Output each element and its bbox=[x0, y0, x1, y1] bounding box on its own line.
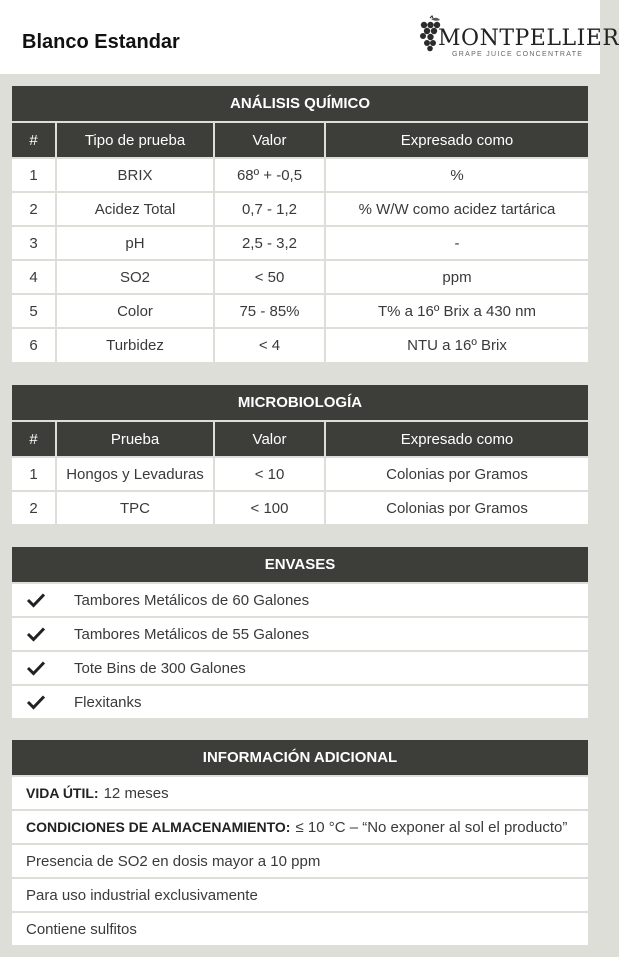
chemical-analysis-table bbox=[12, 121, 588, 362]
packaging-title: ENVASES bbox=[12, 547, 588, 582]
column-header: Prueba bbox=[56, 421, 214, 457]
shelf-life-label: VIDA ÚTIL: bbox=[26, 785, 99, 801]
logo-tagline: GRAPE JUICE CONCENTRATE bbox=[452, 51, 584, 58]
column-header: Expresado como bbox=[325, 421, 588, 457]
table-cell: < 10 bbox=[214, 457, 325, 491]
table-row bbox=[12, 491, 588, 525]
table-cell: NTU a 16º Brix bbox=[325, 328, 588, 362]
info-line: Para uso industrial exclusivamente bbox=[12, 877, 588, 911]
storage-conditions-label: CONDICIONES DE ALMACENAMIENTO: bbox=[26, 819, 291, 835]
column-header: Valor bbox=[214, 122, 325, 158]
header bbox=[0, 0, 619, 74]
table-cell: 68º + -0,5 bbox=[214, 158, 325, 192]
table-row bbox=[12, 457, 588, 491]
shelf-life-row bbox=[12, 775, 588, 809]
packaging-panel bbox=[12, 547, 588, 718]
table-row bbox=[12, 260, 588, 294]
table-cell: 2,5 - 3,2 bbox=[214, 226, 325, 260]
table-cell: Hongos y Levaduras bbox=[56, 457, 214, 491]
montpellier-logo bbox=[416, 14, 619, 64]
table-cell: < 4 bbox=[214, 328, 325, 362]
table-cell: Acidez Total bbox=[56, 192, 214, 226]
table-cell: SO2 bbox=[56, 260, 214, 294]
checkmark-icon bbox=[12, 660, 74, 676]
logo-name: MONTPELLIER bbox=[438, 26, 619, 51]
list-item-label: Flexitanks bbox=[74, 693, 142, 711]
checkmark-icon bbox=[12, 626, 74, 642]
additional-info-title: INFORMACIÓN ADICIONAL bbox=[12, 740, 588, 775]
table-cell: < 100 bbox=[214, 491, 325, 525]
column-header: # bbox=[12, 122, 56, 158]
chemical-analysis-title: ANÁLISIS QUÍMICO bbox=[12, 86, 588, 121]
table-cell: 5 bbox=[12, 294, 56, 328]
table-header-row bbox=[12, 421, 588, 457]
table-cell: 3 bbox=[12, 226, 56, 260]
table-cell: < 50 bbox=[214, 260, 325, 294]
table-row bbox=[12, 158, 588, 192]
table-row bbox=[12, 192, 588, 226]
column-header: Valor bbox=[214, 421, 325, 457]
table-cell: 1 bbox=[12, 457, 56, 491]
microbiology-table bbox=[12, 420, 588, 525]
table-cell: 0,7 - 1,2 bbox=[214, 192, 325, 226]
table-cell: TPC bbox=[56, 491, 214, 525]
storage-conditions-row bbox=[12, 809, 588, 843]
table-header-row bbox=[12, 122, 588, 158]
table-row bbox=[12, 294, 588, 328]
table-cell: pH bbox=[56, 226, 214, 260]
table-cell: 2 bbox=[12, 192, 56, 226]
info-line: Contiene sulfitos bbox=[12, 911, 588, 945]
table-row bbox=[12, 328, 588, 362]
table-cell: % W/W como acidez tartárica bbox=[325, 192, 588, 226]
additional-info-panel bbox=[12, 740, 588, 945]
microbiology-panel bbox=[12, 385, 588, 524]
list-item-label: Tambores Metálicos de 60 Galones bbox=[74, 591, 310, 609]
table-cell: ppm bbox=[325, 260, 588, 294]
checkmark-icon bbox=[12, 592, 74, 608]
table-cell: Color bbox=[56, 294, 214, 328]
table-cell: Colonias por Gramos bbox=[325, 491, 588, 525]
table-cell: 2 bbox=[12, 491, 56, 525]
list-item bbox=[12, 684, 588, 718]
shelf-life-value: 12 meses bbox=[103, 784, 169, 802]
table-cell: T% a 16º Brix a 430 nm bbox=[325, 294, 588, 328]
column-header: Tipo de prueba bbox=[56, 122, 214, 158]
table-cell: BRIX bbox=[56, 158, 214, 192]
table-cell: - bbox=[325, 226, 588, 260]
info-line: Presencia de SO2 en dosis mayor a 10 ppm bbox=[12, 843, 588, 877]
list-item bbox=[12, 582, 588, 616]
table-cell: % bbox=[325, 158, 588, 192]
table-cell: 6 bbox=[12, 328, 56, 362]
list-item bbox=[12, 616, 588, 650]
table-row bbox=[12, 226, 588, 260]
table-cell: 1 bbox=[12, 158, 56, 192]
page-title: Blanco Estandar bbox=[22, 31, 180, 53]
storage-conditions-value: ≤ 10 °C – “No exponer al sol el producto” bbox=[295, 818, 568, 836]
list-item-label: Tote Bins de 300 Galones bbox=[74, 659, 246, 677]
list-item-label: Tambores Metálicos de 55 Galones bbox=[74, 625, 310, 643]
table-cell: 4 bbox=[12, 260, 56, 294]
table-cell: Turbidez bbox=[56, 328, 214, 362]
checkmark-icon bbox=[12, 694, 74, 710]
column-header: # bbox=[12, 421, 56, 457]
column-header: Expresado como bbox=[325, 122, 588, 158]
list-item bbox=[12, 650, 588, 684]
table-cell: 75 - 85% bbox=[214, 294, 325, 328]
microbiology-title: MICROBIOLOGÍA bbox=[12, 385, 588, 420]
table-cell: Colonias por Gramos bbox=[325, 457, 588, 491]
chemical-analysis-panel bbox=[12, 86, 588, 362]
